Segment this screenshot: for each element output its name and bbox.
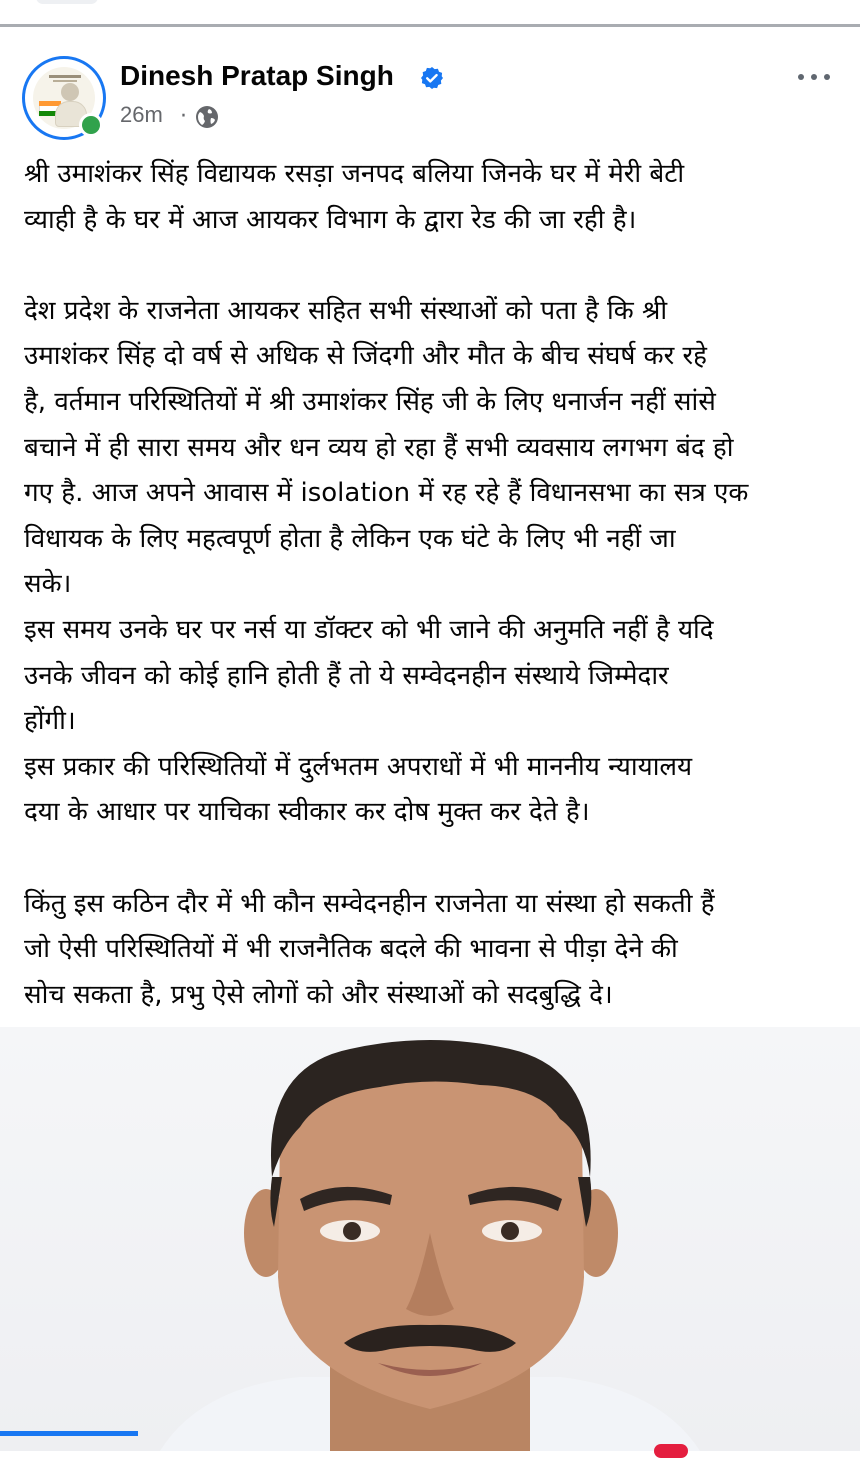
verified-badge-icon — [420, 66, 444, 90]
post-line: बचाने में ही सारा समय और धन व्यय हो रहा हैं सभी व्यवसाय लगभग बंद हो — [24, 432, 734, 463]
post-line: गए है. आज अपने आवास में isolation में रह रहे हैं विधानसभा का सत्र एक — [24, 478, 749, 509]
avatar-person-head — [61, 83, 79, 101]
post-line: इस प्रकार की परिस्थितियों में दुर्लभतम अपराधों में भी माननीय न्यायालय — [24, 751, 693, 782]
meta-separator: · — [180, 104, 187, 129]
online-status-dot — [79, 113, 103, 137]
post-line: व्याही है के घर में आज आयकर विभाग के द्वारा रेड की जा रही है। — [24, 204, 637, 235]
post-line: सोच सकता है, प्रभु ऐसे लोगों को और संस्थाओं को सदबुद्धि दे। — [24, 979, 613, 1010]
more-dot — [798, 74, 804, 80]
post-line: उनके जीवन को कोई हानि होती हैं तो ये सम्वेदनहीन संस्थाये जिम्मेदार — [24, 660, 669, 691]
post-line: देश प्रदेश के राजनेता आयकर सहित सभी संस्थाओं को पता है कि श्री — [24, 295, 668, 326]
post-line: जो ऐसी परिस्थितियों में भी राजनैतिक बदले की भावना से पीड़ा देने की — [24, 934, 678, 965]
more-options-icon[interactable] — [794, 64, 834, 90]
post-line: किंतु इस कठिन दौर में भी कौन सम्वेदनहीन राजनेता या संस्था हो सकती हैं — [24, 888, 715, 919]
avatar-text-line — [49, 75, 81, 78]
portrait-illustration — [0, 1027, 860, 1451]
post-line: विधायक के लिए महत्वपूर्ण होता है लेकिन एक घंटे के लिए भी नहीं जा — [24, 523, 676, 554]
scroll-indicator — [0, 1431, 138, 1436]
post-timestamp[interactable]: 26m — [120, 102, 163, 127]
paragraph-gap — [24, 836, 836, 882]
post-header — [0, 44, 860, 144]
post-line: श्री उमाशंकर सिंह विद्यायक रसड़ा जनपद बलिया जिनके घर में मेरी बेटी — [24, 159, 685, 189]
post-line: होंगी। — [24, 706, 76, 737]
top-tab-pill[interactable] — [36, 0, 98, 4]
more-dot — [824, 74, 830, 80]
notification-badge — [654, 1444, 688, 1458]
post-line: है, वर्तमान परिस्थितियों में श्री उमाशंकर सिंह जी के लिए धनार्जन नहीं सांसे — [24, 386, 716, 417]
globe-icon[interactable] — [194, 104, 220, 130]
top-strip — [0, 0, 860, 24]
post-line: सके। — [24, 569, 72, 600]
post-line: दया के आधार पर याचिका स्वीकार कर दोष मुक्त कर देते है। — [24, 797, 590, 828]
avatar[interactable] — [22, 56, 106, 140]
top-divider — [0, 24, 860, 27]
post-text — [24, 152, 836, 1018]
more-dot — [811, 74, 817, 80]
author-name[interactable]: Dinesh Pratap Singh — [120, 60, 394, 91]
avatar-text-line — [53, 80, 77, 82]
paragraph-gap — [24, 243, 836, 289]
post-photo[interactable] — [0, 1027, 860, 1451]
post-line: इस समय उनके घर पर नर्स या डॉक्टर को भी जाने की अनुमति नहीं है यदि — [24, 614, 714, 645]
post-line: उमाशंकर सिंह दो वर्ष से अधिक से जिंदगी और मौत के बीच संघर्ष कर रहे — [24, 341, 707, 372]
